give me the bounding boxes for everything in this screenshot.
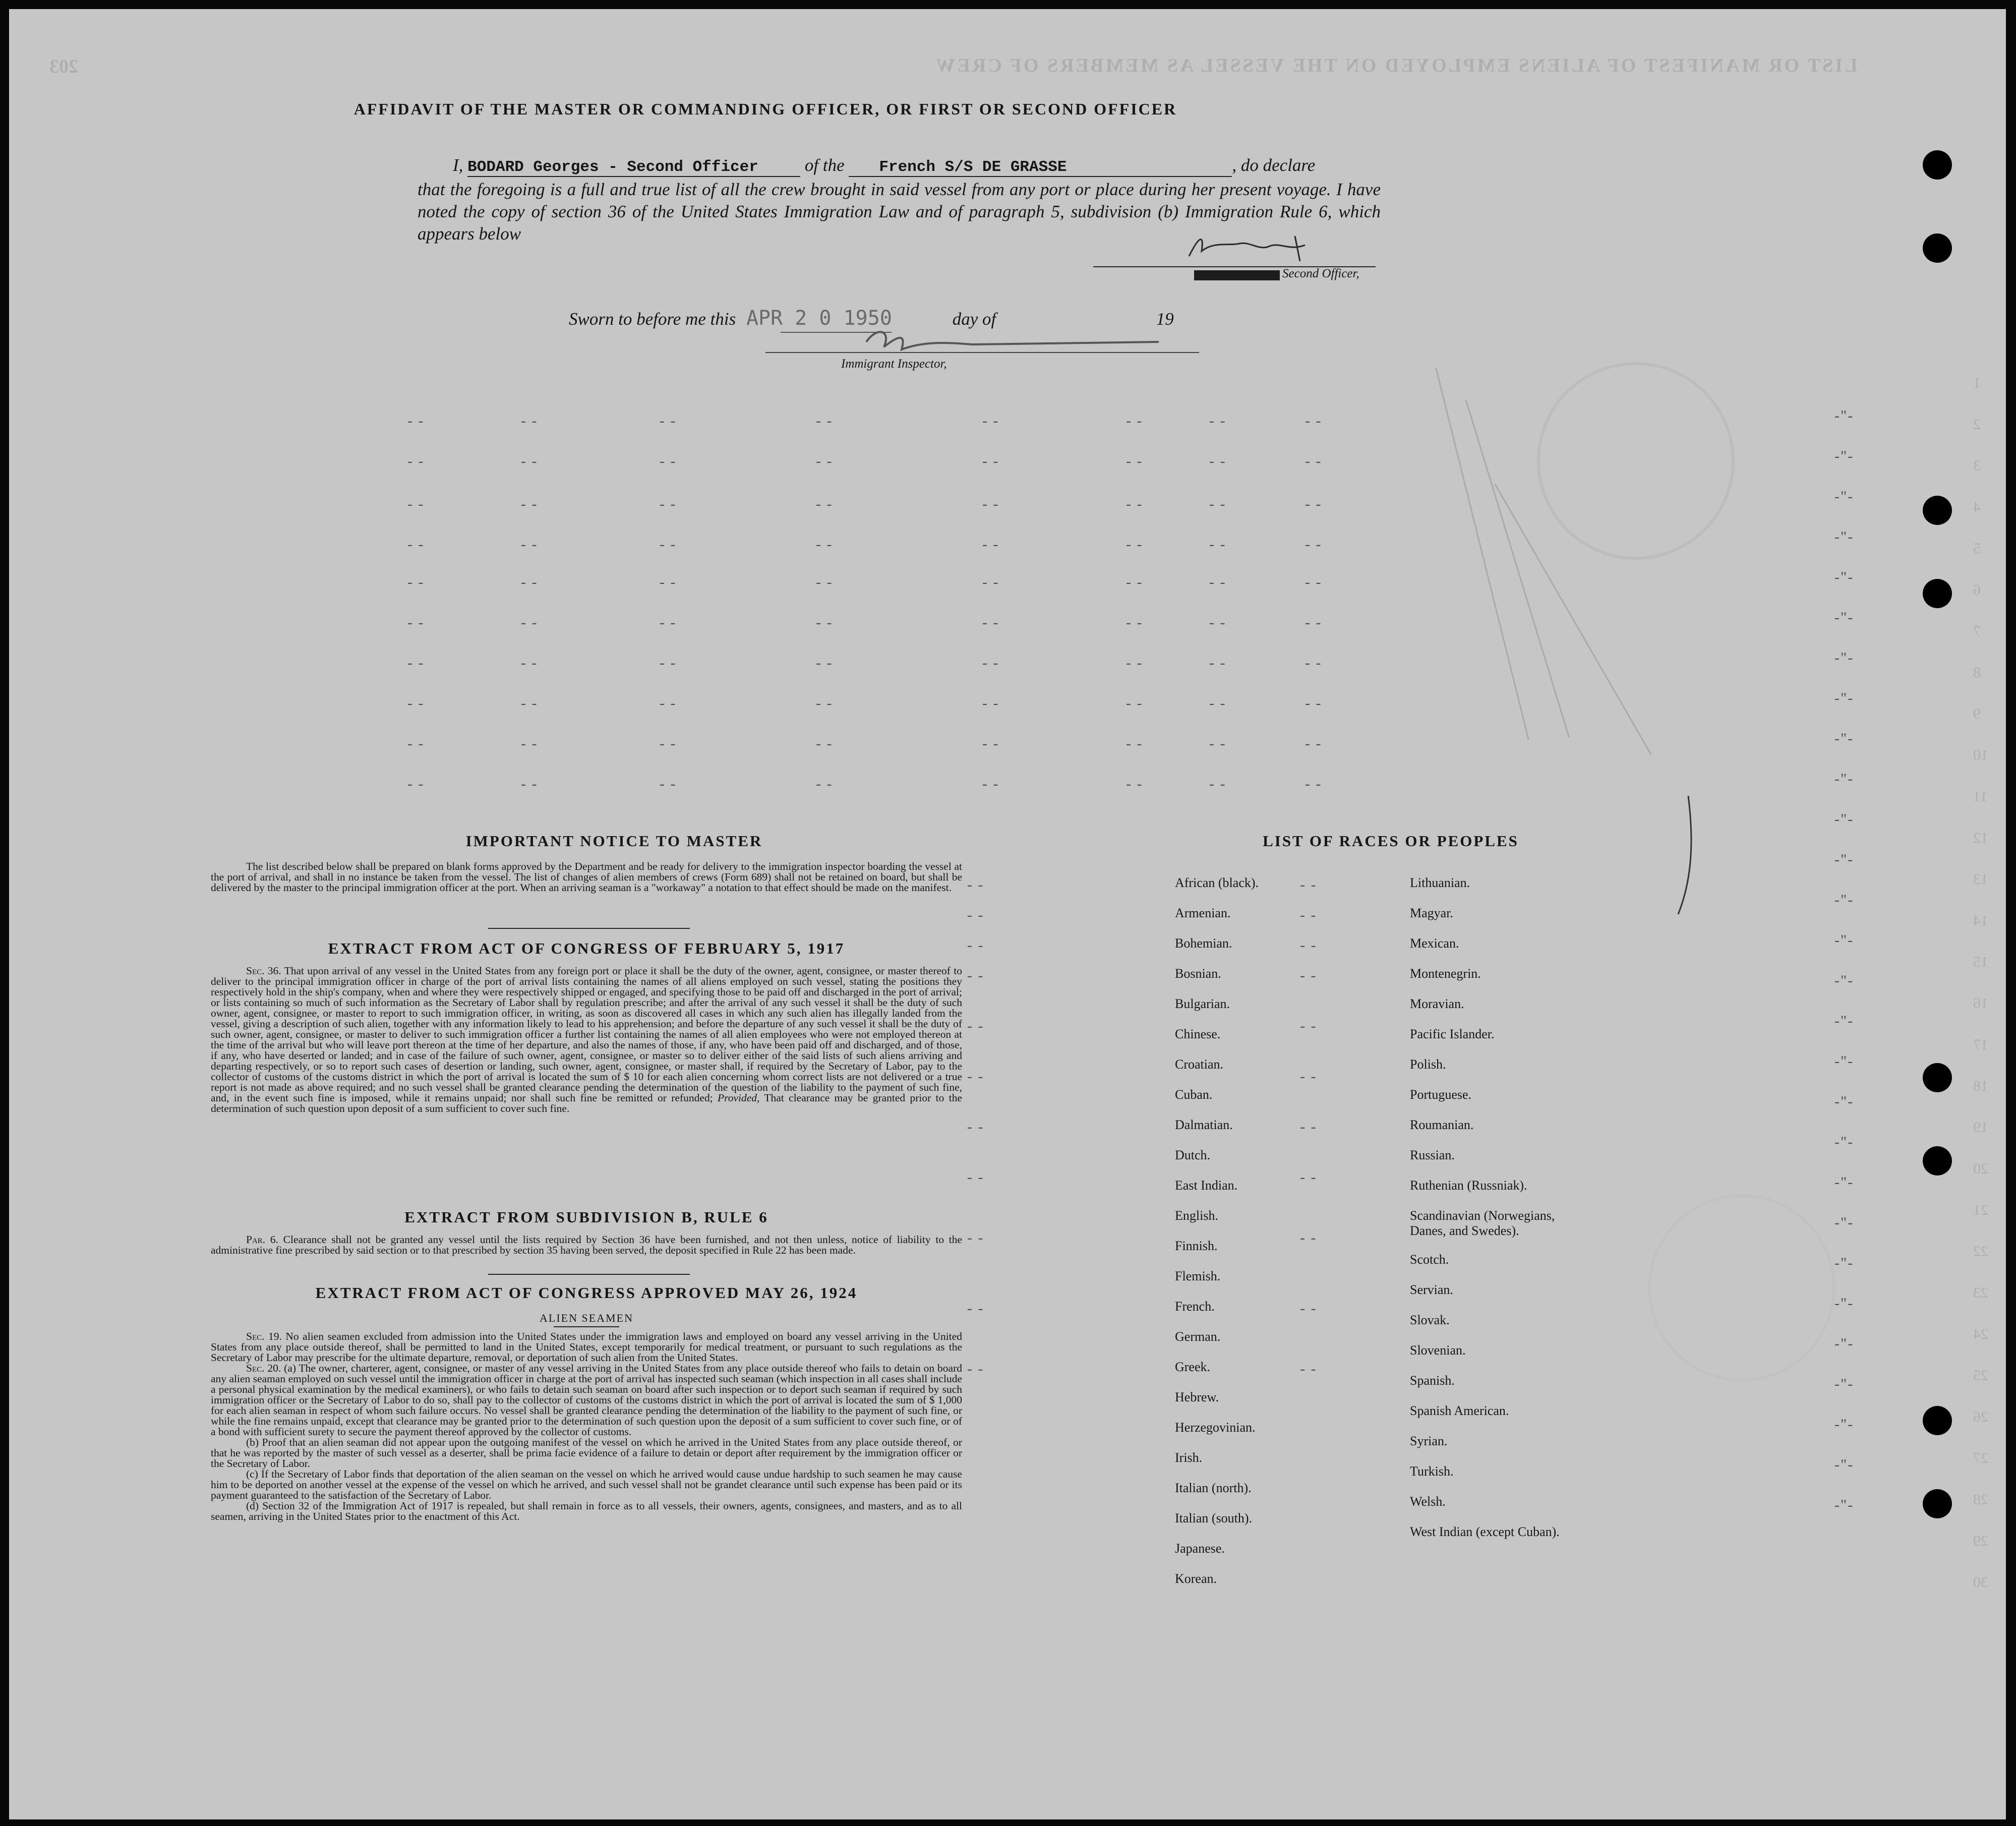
bleed-row-number: 13: [1973, 871, 1988, 888]
race-right-15: Slovenian.: [1410, 1343, 1466, 1358]
ditto-quote: -"-: [1834, 1376, 1854, 1392]
ditto-mark: - -: [1300, 1018, 1317, 1034]
ditto-mark: - -: [521, 496, 538, 512]
bleed-row-number: 26: [1973, 1408, 1988, 1425]
ditto-quote: -"-: [1834, 892, 1854, 908]
binder-hole: [1923, 233, 1952, 263]
binder-hole: [1923, 579, 1952, 608]
race-right-7: Portuguese.: [1410, 1087, 1472, 1102]
ditto-mark: - -: [816, 735, 833, 752]
notice-title: IMPORTANT NOTICE TO MASTER: [465, 832, 763, 850]
par-6-label: Par. 6.: [246, 1233, 278, 1246]
ditto-mark: - -: [816, 453, 833, 469]
ditto-mark: - -: [660, 496, 677, 512]
ditto-mark: - -: [1209, 655, 1226, 671]
ditto-quote: -"-: [1834, 690, 1854, 706]
ditto-mark: - -: [1305, 776, 1322, 792]
subtitle-underline: [554, 1326, 619, 1327]
ditto-mark: - -: [1305, 453, 1322, 469]
race-left-20: Italian (north).: [1175, 1481, 1252, 1495]
ditto-mark: - -: [1305, 574, 1322, 591]
faint-stamp: [1648, 1194, 1835, 1382]
extract-1917-title: EXTRACT FROM ACT OF CONGRESS OF FEBRUARY 5, 1917: [328, 939, 845, 957]
extract-rule6-title: EXTRACT FROM SUBDIVISION B, RULE 6: [404, 1208, 768, 1226]
year-prefix: 19: [1156, 309, 1174, 329]
ditto-quote: -"-: [1834, 528, 1854, 545]
ditto-mark: - -: [407, 735, 425, 752]
bleed-row-number: 21: [1973, 1202, 1988, 1218]
ditto-mark: - -: [816, 496, 833, 512]
extract-1917-body: [211, 966, 962, 1114]
ditto-quote: -"-: [1834, 1497, 1854, 1513]
section-36-label: Sec. 36.: [246, 965, 281, 977]
race-right-4: Moravian.: [1410, 996, 1464, 1011]
ditto-mark: - -: [816, 695, 833, 712]
races-title: LIST OF RACES OR PEOPLES: [1263, 832, 1519, 850]
ditto-mark: - -: [1209, 776, 1226, 792]
ditto-mark: - -: [967, 1300, 984, 1317]
divider: [488, 1274, 690, 1275]
ditto-mark: - -: [1305, 655, 1322, 671]
race-right-11: Scandinavian (Norwegians, Danes, and Swedes).: [1410, 1208, 1555, 1238]
race-left-16: Greek.: [1175, 1360, 1211, 1374]
bleed-through-header: LIST OR MANIFEST OF ALIENS EMPLOYED ON THE VESSEL AS MEMBERS OF CREW: [934, 55, 1858, 76]
bleed-row-number: 23: [1973, 1284, 1988, 1301]
ditto-mark: - -: [1126, 695, 1143, 712]
paper-scratch: [1435, 368, 1529, 740]
ditto-quote: -"-: [1834, 1134, 1854, 1150]
binder-hole: [1923, 496, 1952, 525]
ditto-mark: - -: [660, 695, 677, 712]
race-left-11: English.: [1175, 1208, 1218, 1223]
ditto-mark: - -: [660, 614, 677, 631]
race-left-14: French.: [1175, 1299, 1215, 1314]
race-right-12: Scotch.: [1410, 1252, 1449, 1267]
affidavit-line1: [453, 155, 1381, 177]
ditto-mark: - -: [1209, 413, 1226, 429]
sworn-prefix: Sworn to before me this: [569, 309, 736, 329]
second-officer-label: Second Officer,: [1282, 267, 1359, 280]
race-right-2: Mexican.: [1410, 936, 1459, 951]
ditto-mark: - -: [407, 655, 425, 671]
bleed-row-number: 20: [1973, 1160, 1988, 1177]
ditto-quote: -"-: [1834, 771, 1854, 787]
ditto-mark: - -: [816, 614, 833, 631]
ditto-mark: - -: [1209, 453, 1226, 469]
ditto-quote: -"-: [1834, 448, 1854, 464]
ditto-quote: -"-: [1834, 1214, 1854, 1231]
bleed-row-number: 30: [1973, 1574, 1988, 1591]
bleed-row-number: 18: [1973, 1078, 1988, 1094]
ditto-mark: - -: [816, 776, 833, 792]
ditto-mark: - -: [660, 536, 677, 553]
bleed-row-number: 16: [1973, 995, 1988, 1012]
ditto-mark: - -: [1209, 574, 1226, 591]
ditto-mark: - -: [967, 1118, 984, 1135]
ditto-mark: - -: [1300, 937, 1317, 954]
ditto-mark: - -: [967, 1169, 984, 1186]
ditto-mark: - -: [521, 536, 538, 553]
ditto-mark: - -: [1209, 614, 1226, 631]
ditto-mark: - -: [660, 776, 677, 792]
ditto-mark: - -: [982, 453, 999, 469]
ditto-mark: - -: [967, 937, 984, 954]
ditto-mark: - -: [816, 574, 833, 591]
ditto-mark: - -: [521, 776, 538, 792]
signature-stamp-block: [1194, 270, 1280, 280]
bleed-row-number: 12: [1973, 830, 1988, 846]
extract-rule6-body: [211, 1234, 962, 1256]
bleed-row-number: 24: [1973, 1326, 1988, 1342]
bleed-row-number: 6: [1973, 581, 1981, 598]
binder-hole: [1923, 150, 1952, 180]
ditto-mark: - -: [1305, 413, 1322, 429]
day-of-label: day of: [952, 309, 996, 329]
ditto-mark: - -: [521, 735, 538, 752]
ditto-mark: - -: [660, 453, 677, 469]
race-left-19: Irish.: [1175, 1450, 1203, 1465]
race-right-6: Polish.: [1410, 1057, 1446, 1072]
sec-20-c-text: (c) If the Secretary of Labor finds that deportation of the alien seaman on the vessel on which he arrived would cause undue hardship to such seamen he may cause him to be deported on another vessel at the expense of the vessel on which he arrived, and such vessel shall not be grandet clearance until such expense has been paid or its payment guaranteed to the satisfaction of the Secretary of Labor.: [211, 1468, 962, 1501]
ditto-quote: -"-: [1834, 488, 1854, 505]
ditto-mark: - -: [967, 1018, 984, 1034]
provided-label: Provided,: [718, 1092, 760, 1104]
bleed-row-number: 2: [1973, 416, 1981, 433]
ditto-mark: - -: [967, 1361, 984, 1377]
ditto-mark: - -: [1300, 1300, 1317, 1317]
officer-signature: [1184, 231, 1335, 266]
pencil-mark: [1673, 796, 1703, 917]
ditto-mark: - -: [1126, 536, 1143, 553]
ditto-mark: - -: [1300, 967, 1317, 984]
ditto-mark: - -: [660, 735, 677, 752]
section-36-text: That upon arrival of any vessel in the United States from any foreign port or place it shall be the duty of the owner, agent, consignee, or master thereof to deliver to the principal immigration officer in charge of the port of arrival lists containing the names of all aliens employed on such vessel, stating the positions they respectively hold in the ship's company, when and where they were respectively shipped or engaged, and specifying those to be paid off and discharged in the port of arrival; or lists containing so much of such information as the Secretary of Labor shall by regulation prescribe; and after the arrival of any such vessel it shall be the duty of such owner, agent, consignee, or master to report to such immigration officer, in writing, as soon as discovered all cases in which any such alien has illegally landed from the vessel, giving a description of such alien, together with any information likely to lead to his apprehension; and before the departure of any such vessel it shall be the duty of such owner, agent, consignee, or master to deliver to such immigration officer a further list containing the names of all alien employees who were not employed thereon at the time of the arrival but who will leave port thereon at the time of her departure, and also the names of those, if any, who have been paid off and discharged, and of those, if any, who have deserted or landed; and in case of the failure of such owner, agent, consignee, or master so to deliver either of the said lists of such aliens arriving and departing respectively, or so to report such cases of desertion or landing, such owner, agent, consignee, or master shall, if required by the Secretary of Labor, pay to the collector of customs of the customs district in which the port of arrival is located the sum of $ 10 for each alien concerning whom correct lists are not delivered or a true report is not made as above required; and no such vessel shall be granted clearance pending the determination of the question of the liability to the payment of such fine, and, in the event such fine is imposed, while it remains unpaid; nor shall such fine be remitted or refunded;: [211, 965, 962, 1104]
ditto-mark: - -: [1305, 496, 1322, 512]
race-right-19: Turkish.: [1410, 1464, 1454, 1479]
ditto-mark: - -: [982, 695, 999, 712]
race-left-7: Cuban.: [1175, 1087, 1213, 1102]
ditto-mark: - -: [967, 1229, 984, 1246]
date-stamp: APR 2 0 1950: [746, 307, 892, 330]
ditto-mark: - -: [982, 776, 999, 792]
bleed-row-number: 28: [1973, 1491, 1988, 1508]
par-6-text: Clearance shall not be granted any vessel until the lists required by Section 36 have been furnished, and not then unless, notice of liability to the administrative fine prescribed by said section or to that prescribed by section 35 having been served, the deposit specified in Rule 22 has been made.: [211, 1233, 963, 1256]
ditto-mark: - -: [1300, 907, 1317, 923]
ditto-mark: - -: [816, 655, 833, 671]
race-right-18: Syrian.: [1410, 1434, 1448, 1448]
ditto-mark: - -: [1300, 1068, 1317, 1085]
race-left-12: Finnish.: [1175, 1239, 1218, 1253]
race-right-20: Welsh.: [1410, 1494, 1446, 1509]
ditto-mark: - -: [982, 655, 999, 671]
ditto-mark: - -: [982, 574, 999, 591]
ditto-mark: - -: [967, 1068, 984, 1085]
ditto-mark: - -: [1305, 735, 1322, 752]
bleed-row-number: 5: [1973, 540, 1981, 557]
sec-20-a-text: (a) The owner, charterer, agent, consignee, or master of any vessel arriving in the United States from any place outside thereof who fails to detain on board any alien seaman employed on such vessel until the immigration officer in charge at the port of arrival has inspected such seaman (which inspection in all cases shall include a personal physical examination by the medical examiners), or who fails to detain such seaman on board after such inspection or to deport such seaman if required by such immigration officer or the Secretary of Labor to do so, shall pay to the collector of customs of the customs district in which the port of arrival is located the sum of $ 1,000 for each alien seaman in respect of whom such failure occurs. No vessel shall be granted clearance pending the determination of the liability to the payment of such fine, or while the fine remains unpaid, except that clearance may be granted prior to the determination of such question upon the deposit of a sum sufficient to cover such fine, or of a bond with sufficient surety to secure the payment thereof approved by the collector of customs.: [211, 1362, 963, 1438]
affidavit-do-declare: , do declare: [1232, 155, 1316, 175]
race-left-6: Croatian.: [1175, 1057, 1224, 1072]
ditto-mark: - -: [521, 655, 538, 671]
ditto-mark: - -: [521, 574, 538, 591]
officer-name-field: BODARD Georges - Second Officer: [467, 158, 800, 177]
race-left-17: Hebrew.: [1175, 1390, 1219, 1404]
sec-19-text: No alien seamen excluded from admission into the United States under the immigration laws and employed on board any vessel arriving in the United States from any place outside thereof, shall be permitted to land in the United States, except temporarily for medical treatment, or pursuant to such regulations as the Secretary of Labor may prescribe for the ultimate departure, removal, or deportation of such alien from the United States.: [211, 1330, 963, 1364]
ditto-quote: -"-: [1834, 851, 1854, 868]
ditto-mark: - -: [982, 614, 999, 631]
bleed-row-number: 9: [1973, 705, 1981, 722]
bleed-row-number: 3: [1973, 457, 1981, 474]
ditto-mark: - -: [407, 453, 425, 469]
ditto-mark: - -: [1300, 876, 1317, 893]
bleed-row-number: 11: [1973, 788, 1988, 805]
ditto-mark: - -: [816, 413, 833, 429]
ditto-mark: - -: [1126, 453, 1143, 469]
race-left-15: German.: [1175, 1329, 1221, 1344]
ditto-mark: - -: [1300, 1229, 1317, 1246]
ditto-mark: - -: [982, 413, 999, 429]
bleed-row-number: 8: [1973, 664, 1981, 681]
sec-20-d-text: (d) Section 32 of the Immigration Act of 1917 is repealed, but shall remain in force as to all vessels, their owners, agents, consignees, and masters, and as to all seamen, arriving in the United States prior to the enactment of this Act.: [211, 1500, 962, 1522]
ditto-mark: - -: [521, 413, 538, 429]
bleed-row-number: 1: [1973, 375, 1981, 391]
race-left-21: Italian (south).: [1175, 1511, 1253, 1525]
ditto-mark: - -: [1305, 536, 1322, 553]
alien-seamen-subtitle: ALIEN SEAMEN: [540, 1312, 633, 1324]
race-right-0: Lithuanian.: [1410, 875, 1470, 890]
affidavit-title: AFFIDAVIT OF THE MASTER OR COMMANDING OFFICER, OR FIRST OR SECOND OFFICER: [353, 100, 1177, 118]
ditto-quote: -"-: [1834, 932, 1854, 949]
bleed-row-number: 29: [1973, 1533, 1988, 1549]
ditto-mark: - -: [407, 695, 425, 712]
ditto-mark: - -: [1126, 614, 1143, 631]
race-right-14: Slovak.: [1410, 1313, 1450, 1327]
ditto-quote: -"-: [1834, 650, 1854, 666]
ditto-quote: -"-: [1834, 1174, 1854, 1191]
ditto-mark: - -: [521, 453, 538, 469]
bleed-row-number: 17: [1973, 1036, 1988, 1053]
ditto-mark: - -: [407, 574, 425, 591]
proviso-text: That clearance may be granted prior to the determination of such question upon deposit of a sum sufficient to cover such fine.: [211, 1092, 962, 1114]
ditto-quote: -"-: [1834, 1053, 1854, 1070]
race-right-3: Montenegrin.: [1410, 966, 1481, 981]
bleed-row-number: 14: [1973, 912, 1988, 929]
binder-hole: [1923, 1489, 1952, 1518]
ditto-mark: - -: [1300, 1118, 1317, 1135]
faint-stamp: [1537, 362, 1735, 560]
ditto-mark: - -: [1209, 496, 1226, 512]
inspector-signature: [856, 322, 1179, 362]
race-right-8: Roumanian.: [1410, 1117, 1474, 1132]
ditto-mark: - -: [1305, 695, 1322, 712]
race-left-10: East Indian.: [1175, 1178, 1238, 1193]
ditto-mark: - -: [407, 536, 425, 553]
ditto-quote: -"-: [1834, 1295, 1854, 1312]
sec-20-b-text: (b) Proof that an alien seaman did not appear upon the outgoing manifest of the vessel on which he arrived in the United States from any place outside thereof, or that he was reported by the master of such vessel as a deserter, shall be prima facie evidence of a failure to detain or deport after requirement by the immigration officer or the Secretary of Labor.: [211, 1436, 962, 1469]
affidavit-i: I,: [453, 155, 463, 175]
extract-1924-body: Sec. 19. No alien seamen excluded from admission into the United States under the immigration laws and employed on board any vessel arriving in the United States from any place outside thereof, shall be permitted to land in the United States, except temporarily for medical treatment, or pursuant to such regulations as the Secretary of Labor may prescribe for the ultimate departure, removal, or deportation of such alien from the United States. Sec. 20. (a) The owner, charterer, agent, consignee, or master of any vessel arriving in the United States from any place outside thereof who fails to detain on board any alien seaman employed on such vessel until the immigration officer in charge at the port of arrival has inspected such seaman (which inspection in all cases shall include a personal physical examination by the medical examiners), or who fails to detain such seaman on board after such inspection or to deport such seaman if required by such immigration officer or the Secretary of Labor to do so, shall pay to the collector of customs of the customs district in which the port of arrival is located the sum of $ 1,000 for each alien seaman in respect of whom such failure occurs. No vessel shall be granted clearance pending the determination of the liability to the payment of such fine, or while the fine remains unpaid, except that clearance may be granted prior to the determination of such question upon the deposit of a sum sufficient to cover such fine, or of a bond with sufficient surety to secure the payment thereof approved by the collector of customs. (b) Proof that an alien seaman did not appear upon the outgoing manifest of the vessel on which he arrived in the United States from any place outside thereof, or that he was reported by the master of such vessel as a deserter, shall be prima facie evidence of a failure to detain or deport after requirement by the immigration officer or the Secretary of Labor. (c) If the Secretary of Labor finds that deportation of the alien seaman on the vessel on which he arrived would cause undue hardship to such seamen he may cause him to be deported on another vessel at the expense of the vessel on which he arrived, and such vessel shall not be grandet clearance until such expense has been paid or its payment guaranteed to the satisfaction of the Secretary of Labor. (d) Section 32 of the Immigration Act of 1917 is repealed, but shall remain in force as to all vessels, their owners, agents, consignees, and masters, and as to all seamen, arriving in the United States prior to the enactment of this Act.: [211, 1330, 963, 1522]
ditto-quote: -"-: [1834, 730, 1854, 747]
ditto-mark: - -: [521, 695, 538, 712]
bleed-through-page-number: 203: [49, 56, 78, 77]
ditto-mark: - -: [660, 574, 677, 591]
ditto-mark: - -: [407, 413, 425, 429]
ditto-mark: - -: [1126, 655, 1143, 671]
ditto-mark: - -: [1209, 695, 1226, 712]
ditto-mark: - -: [1126, 735, 1143, 752]
divider: [488, 928, 690, 929]
race-left-5: Chinese.: [1175, 1027, 1221, 1041]
immigrant-inspector-label: Immigrant Inspector,: [841, 357, 947, 371]
bleed-row-number: 19: [1973, 1119, 1988, 1136]
ditto-mark: - -: [982, 536, 999, 553]
bleed-row-number: 27: [1973, 1450, 1988, 1466]
race-right-17: Spanish American.: [1410, 1403, 1509, 1418]
race-left-3: Bosnian.: [1175, 966, 1221, 981]
race-left-4: Bulgarian.: [1175, 996, 1230, 1011]
ditto-quote: -"-: [1834, 1416, 1854, 1433]
race-left-0: African (black).: [1175, 875, 1259, 890]
ditto-mark: - -: [660, 655, 677, 671]
ditto-quote: -"-: [1834, 972, 1854, 989]
ditto-mark: - -: [1209, 536, 1226, 553]
ditto-quote: -"-: [1834, 1013, 1854, 1029]
ditto-mark: - -: [407, 614, 425, 631]
ditto-mark: - -: [982, 735, 999, 752]
race-right-10: Ruthenian (Russniak).: [1410, 1178, 1527, 1193]
race-left-2: Bohemian.: [1175, 936, 1232, 951]
race-left-13: Flemish.: [1175, 1269, 1221, 1283]
race-left-22: Japanese.: [1175, 1541, 1225, 1556]
ditto-mark: - -: [407, 776, 425, 792]
ditto-mark: - -: [1300, 1169, 1317, 1186]
ditto-mark: - -: [967, 907, 984, 923]
race-right-13: Servian.: [1410, 1282, 1453, 1297]
ditto-mark: - -: [967, 967, 984, 984]
inspector-signature-line: [765, 352, 1199, 353]
ditto-quote: -"-: [1834, 1335, 1854, 1352]
race-right-1: Magyar.: [1410, 906, 1453, 920]
notice-body: The list described below shall be prepared on blank forms approved by the Department and be ready for delivery to the immigration inspector boarding the vessel at the port of arrival, and shall in no instance be taken from the vessel. The list of changes of alien members of crews (Form 689) shall not be retained on board, but shall be delivered by the master to the principal immigration officer at the port. When an arriving seaman is a "workaway" a notation to that effect should be made on the manifest.: [211, 860, 962, 894]
race-right-5: Pacific Islander.: [1410, 1027, 1495, 1041]
ditto-quote: -"-: [1834, 811, 1854, 828]
ditto-mark: - -: [967, 876, 984, 893]
binder-hole: [1923, 1146, 1952, 1175]
ditto-mark: - -: [1126, 496, 1143, 512]
race-left-1: Armenian.: [1175, 906, 1231, 920]
ditto-mark: - -: [982, 496, 999, 512]
race-left-8: Dalmatian.: [1175, 1117, 1233, 1132]
ditto-mark: - -: [1126, 776, 1143, 792]
race-left-23: Korean.: [1175, 1571, 1217, 1586]
ditto-quote: -"-: [1834, 407, 1854, 424]
bleed-row-number: 7: [1973, 623, 1981, 639]
ditto-mark: - -: [1300, 1361, 1317, 1377]
bleed-row-number: 4: [1973, 499, 1981, 515]
bleed-row-number: 15: [1973, 954, 1988, 970]
vessel-name-field: French S/S DE GRASSE: [849, 158, 1232, 177]
ditto-mark: - -: [1126, 413, 1143, 429]
ditto-mark: - -: [1126, 574, 1143, 591]
race-left-18: Herzegovinian.: [1175, 1420, 1256, 1435]
ditto-quote: -"-: [1834, 1456, 1854, 1473]
bleed-row-number: 10: [1973, 747, 1988, 763]
ditto-mark: - -: [521, 614, 538, 631]
ditto-mark: - -: [660, 413, 677, 429]
binder-hole: [1923, 1063, 1952, 1092]
affidavit-body: that the foregoing is a full and true list of all the crew brought in said vessel from any port or place during her present voyage. I have noted the copy of section 36 of the United States Immigration Law and of paragraph 5, subdivision (b) Immigration Rule 6, which appears below: [418, 180, 1381, 244]
ditto-mark: - -: [1305, 614, 1322, 631]
ditto-mark: - -: [1209, 735, 1226, 752]
race-right-21: West Indian (except Cuban).: [1410, 1524, 1560, 1539]
race-right-9: Russian.: [1410, 1148, 1455, 1162]
ditto-quote: -"-: [1834, 569, 1854, 585]
race-left-9: Dutch.: [1175, 1148, 1211, 1162]
bleed-row-number: 25: [1973, 1367, 1988, 1384]
bleed-row-number: 22: [1973, 1243, 1988, 1260]
ditto-mark: - -: [407, 496, 425, 512]
ditto-quote: -"-: [1834, 1255, 1854, 1271]
affidavit-of-the: of the: [804, 155, 845, 175]
ditto-quote: -"-: [1834, 609, 1854, 626]
binder-hole: [1923, 1406, 1952, 1435]
ditto-mark: - -: [816, 536, 833, 553]
extract-1924-title: EXTRACT FROM ACT OF CONGRESS APPROVED MAY 26, 1924: [315, 1284, 858, 1302]
ditto-quote: -"-: [1834, 1093, 1854, 1110]
race-right-16: Spanish.: [1410, 1373, 1455, 1388]
manifest-page: [9, 9, 2006, 1819]
